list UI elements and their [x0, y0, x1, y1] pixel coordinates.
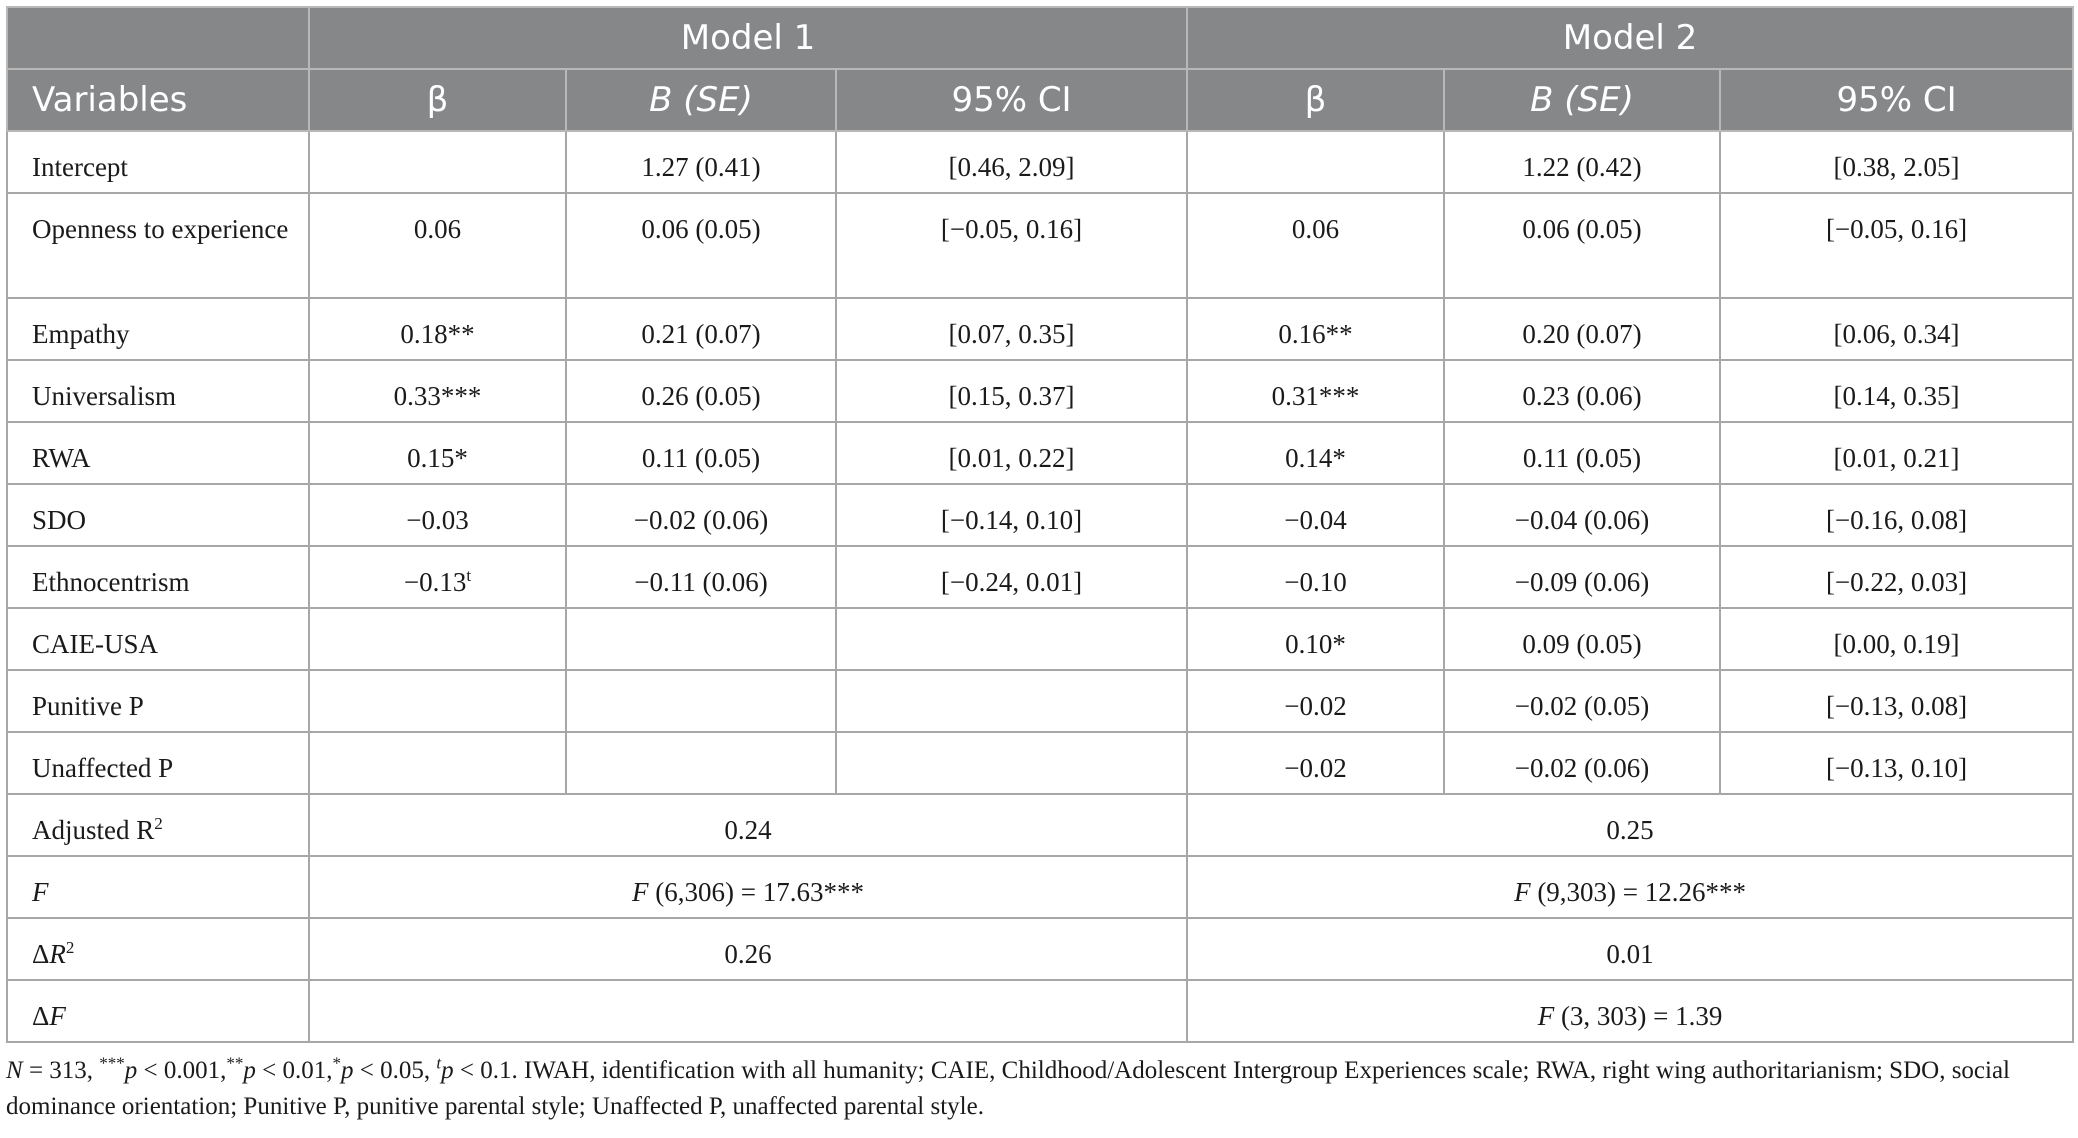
- table-row-unaffected-p: [7, 732, 2073, 794]
- cell-ci-m1: [836, 732, 1187, 794]
- header-bse-m2: B (SE): [1444, 69, 1720, 131]
- row-label: F: [7, 856, 309, 918]
- cell-ci-m1: [0.01, 0.22]: [836, 422, 1187, 484]
- cell-beta-m2: [1187, 131, 1444, 193]
- cell-ci-m1: [836, 670, 1187, 732]
- cell-ci-m1: [−0.14, 0.10]: [836, 484, 1187, 546]
- cell-ci-m1: [836, 608, 1187, 670]
- cell-bse-m2: −0.04 (0.06): [1444, 484, 1720, 546]
- cell-delta-r2-m1: 0.26: [309, 918, 1187, 980]
- cell-bse-m1: 0.11 (0.05): [566, 422, 836, 484]
- row-label: $\Delta R^2$: [7, 918, 309, 980]
- cell-bse-m2: −0.02 (0.06): [1444, 732, 1720, 794]
- cell-beta-m1: 0.15*: [309, 422, 566, 484]
- header-beta-m2: β: [1187, 69, 1444, 131]
- cell-ci-m2: [−0.13, 0.08]: [1720, 670, 2073, 732]
- header-empty-cell: [7, 7, 309, 69]
- cell-f-m2: F (9,303) = 12.26***: [1187, 856, 2073, 918]
- cell-ci-m1: [0.15, 0.37]: [836, 360, 1187, 422]
- table-row-ethnocentrism: [7, 546, 2073, 608]
- table-row-adjusted-r2: [7, 794, 2073, 856]
- table-row-openness: [7, 193, 2073, 298]
- cell-beta-m2: 0.16**: [1187, 298, 1444, 360]
- cell-ci-m2: [0.00, 0.19]: [1720, 608, 2073, 670]
- cell-beta-m2: 0.06: [1187, 193, 1444, 298]
- row-label: CAIE-USA: [7, 608, 309, 670]
- header-row-models: [7, 7, 2073, 69]
- cell-ci-m2: [0.01, 0.21]: [1720, 422, 2073, 484]
- table-row-delta-r2: [7, 918, 2073, 980]
- cell-beta-m2: 0.14*: [1187, 422, 1444, 484]
- cell-ci-m2: [0.06, 0.34]: [1720, 298, 2073, 360]
- cell-bse-m2: 0.06 (0.05): [1444, 193, 1720, 298]
- cell-bse-m1: 1.27 (0.41): [566, 131, 836, 193]
- header-variables: Variables: [7, 69, 309, 131]
- cell-ci-m1: [−0.05, 0.16]: [836, 193, 1187, 298]
- row-label: Intercept: [7, 131, 309, 193]
- table-row-sdo: [7, 484, 2073, 546]
- table-footnote: N = 313, ***p < 0.001,**p < 0.01,*p < 0.05, $^t$p < 0.1. IWAH, identification with all humanity; CAIE, Childhood/Adolescent Intergroup Experiences scale; RWA, right wing authoritarianism; SDO, social dominance orientation; Punitive P, punitive parental style; Unaffected P, unaffected parental style.: [6, 1053, 2011, 1120]
- cell-bse-m1: 0.26 (0.05): [566, 360, 836, 422]
- table-row-f: [7, 856, 2073, 918]
- table-row-empathy: [7, 298, 2073, 360]
- cell-beta-m1: 0.06: [309, 193, 566, 298]
- cell-ci-m1: [0.07, 0.35]: [836, 298, 1187, 360]
- cell-ci-m2: [−0.13, 0.10]: [1720, 732, 2073, 794]
- cell-bse-m2: 0.20 (0.07): [1444, 298, 1720, 360]
- cell-ci-m1: [−0.24, 0.01]: [836, 546, 1187, 608]
- cell-bse-m1: [566, 608, 836, 670]
- cell-bse-m2: −0.02 (0.05): [1444, 670, 1720, 732]
- cell-ci-m2: [−0.16, 0.08]: [1720, 484, 2073, 546]
- cell-beta-m1: [309, 670, 566, 732]
- row-label: SDO: [7, 484, 309, 546]
- cell-delta-f-m2: F (3, 303) = 1.39: [1187, 980, 2073, 1042]
- table-row-universalism: [7, 360, 2073, 422]
- cell-bse-m2: 0.23 (0.06): [1444, 360, 1720, 422]
- cell-bse-m1: 0.06 (0.05): [566, 193, 836, 298]
- cell-ci-m2: [−0.05, 0.16]: [1720, 193, 2073, 298]
- header-bse-m1: B (SE): [566, 69, 836, 131]
- superscript: 2: [154, 814, 163, 833]
- superscript: 2: [65, 938, 75, 957]
- cell-beta-m2: −0.02: [1187, 670, 1444, 732]
- cell-adj-r2-m1: 0.24: [309, 794, 1187, 856]
- header-beta-m1: β: [309, 69, 566, 131]
- cell-beta-m2: −0.10: [1187, 546, 1444, 608]
- row-label: ΔF: [7, 980, 309, 1042]
- row-label: Universalism: [7, 360, 309, 422]
- row-label: RWA: [7, 422, 309, 484]
- cell-ci-m1: [0.46, 2.09]: [836, 131, 1187, 193]
- header-model-2: Model 2: [1187, 7, 2073, 69]
- row-label: Empathy: [7, 298, 309, 360]
- cell-beta-m2: −0.04: [1187, 484, 1444, 546]
- row-label: Ethnocentrism: [7, 546, 309, 608]
- cell-beta-m1: [309, 608, 566, 670]
- cell-bse-m1: [566, 732, 836, 794]
- cell-beta-m1: [309, 546, 566, 608]
- cell-beta-m2: 0.10*: [1187, 608, 1444, 670]
- header-row-columns: [7, 69, 2073, 131]
- cell-bse-m2: −0.09 (0.06): [1444, 546, 1720, 608]
- table-row-caie-usa: [7, 608, 2073, 670]
- row-label: Adjusted $R^2$: [7, 794, 309, 856]
- cell-delta-r2-m2: 0.01: [1187, 918, 2073, 980]
- cell-ci-m2: [0.14, 0.35]: [1720, 360, 2073, 422]
- cell-f-m1: F (6,306) = 17.63***: [309, 856, 1187, 918]
- cell-bse-m1: −0.11 (0.06): [566, 546, 836, 608]
- cell-delta-f-m1: [309, 980, 1187, 1042]
- header-ci-m1: 95% CI: [836, 69, 1187, 131]
- header-model-1: Model 1: [309, 7, 1187, 69]
- cell-bse-m2: 0.09 (0.05): [1444, 608, 1720, 670]
- row-label: Openness to experience: [7, 193, 309, 298]
- cell-bse-m1: −0.02 (0.06): [566, 484, 836, 546]
- row-label: Punitive P: [7, 670, 309, 732]
- table-row-rwa: [7, 422, 2073, 484]
- trend-superscript: t: [466, 566, 472, 585]
- cell-beta-m1: [309, 131, 566, 193]
- table-row-delta-f: [7, 980, 2073, 1042]
- table-row-intercept: [7, 131, 2073, 193]
- regression-table-container: [6, 6, 2072, 1125]
- cell-beta-m1: [309, 732, 566, 794]
- cell-bse-m2: 0.11 (0.05): [1444, 422, 1720, 484]
- beta-value: −0.13: [403, 567, 467, 597]
- cell-bse-m1: [566, 670, 836, 732]
- cell-beta-m1: −0.03: [309, 484, 566, 546]
- cell-beta-m1: 0.33***: [309, 360, 566, 422]
- regression-table: [6, 6, 2074, 1043]
- cell-beta-m2: 0.31***: [1187, 360, 1444, 422]
- table-row-punitive-p: [7, 670, 2073, 732]
- cell-beta-m2: −0.02: [1187, 732, 1444, 794]
- cell-beta-m1: 0.18**: [309, 298, 566, 360]
- row-label: Unaffected P: [7, 732, 309, 794]
- cell-bse-m2: 1.22 (0.42): [1444, 131, 1720, 193]
- cell-bse-m1: 0.21 (0.07): [566, 298, 836, 360]
- cell-adj-r2-m2: 0.25: [1187, 794, 2073, 856]
- header-ci-m2: 95% CI: [1720, 69, 2073, 131]
- cell-ci-m2: [0.38, 2.05]: [1720, 131, 2073, 193]
- cell-ci-m2: [−0.22, 0.03]: [1720, 546, 2073, 608]
